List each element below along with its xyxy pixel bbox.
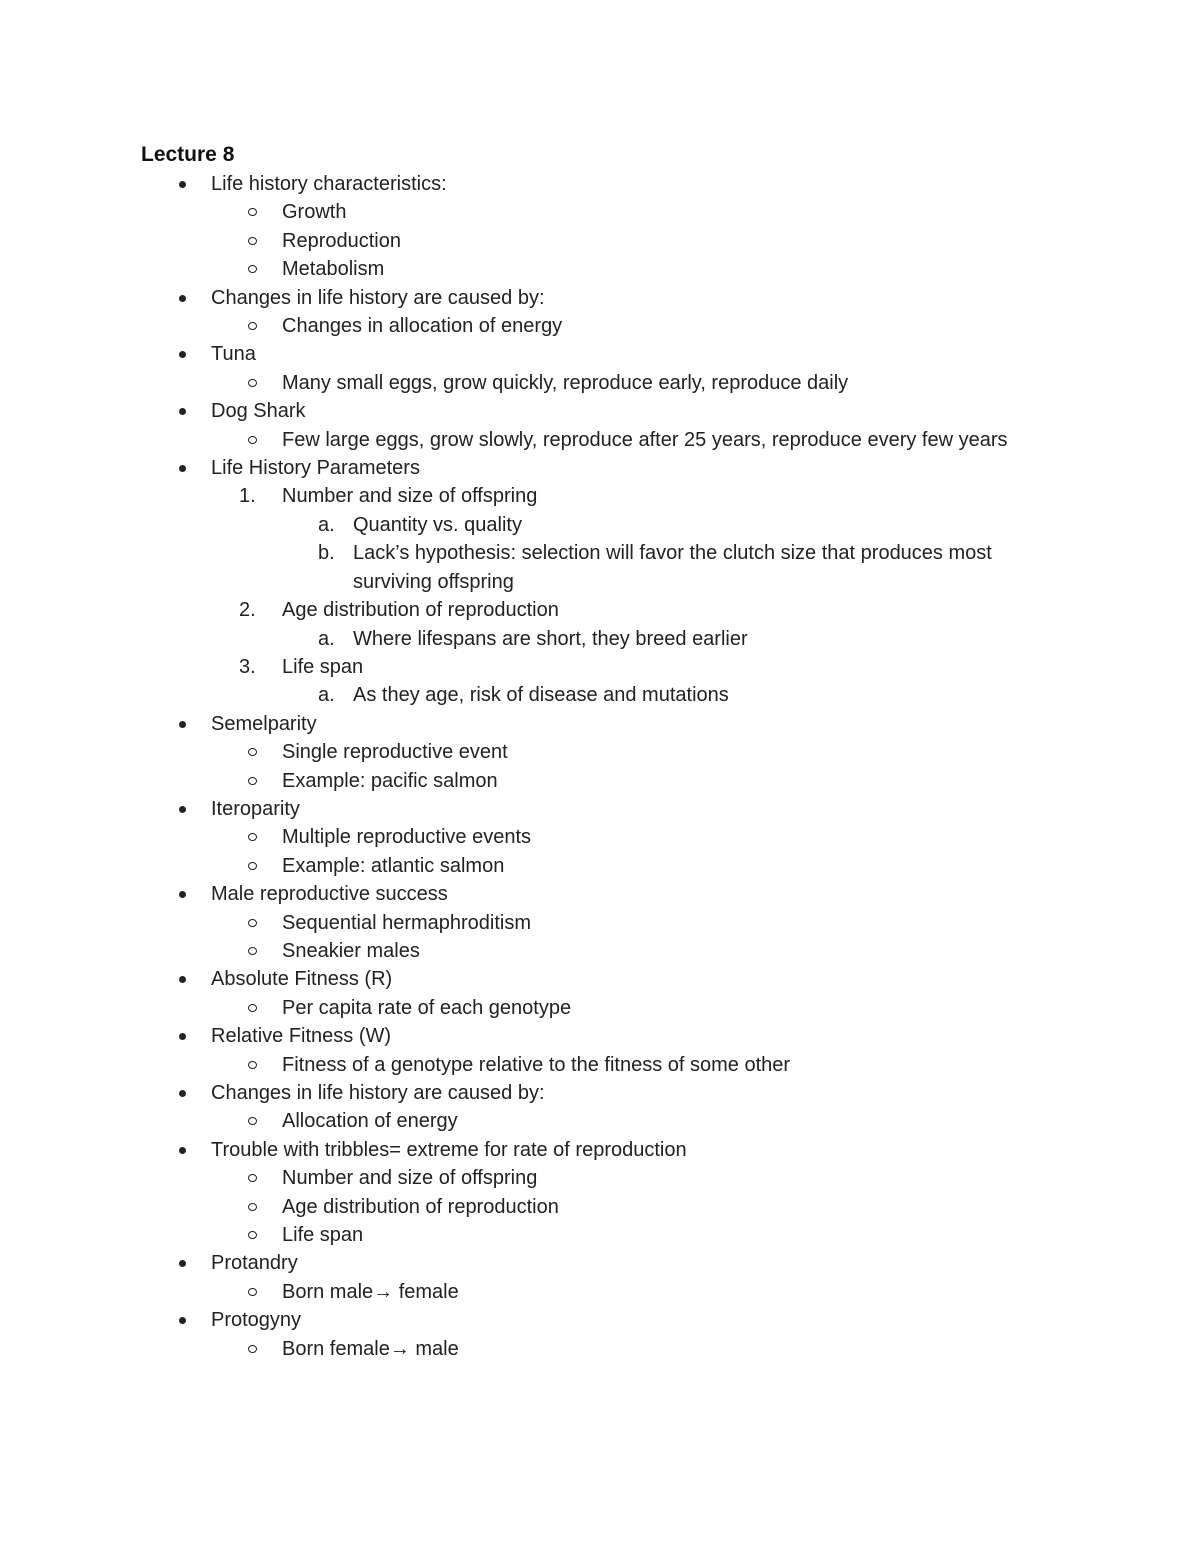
list-item bbox=[141, 965, 1061, 993]
list-item bbox=[141, 340, 1061, 368]
hollow-bullet-icon bbox=[247, 1278, 259, 1306]
hollow-bullet-icon bbox=[247, 1221, 259, 1249]
list-item-text: Example: atlantic salmon bbox=[282, 854, 505, 877]
list-item-text: Number and size of offspring bbox=[282, 1167, 538, 1190]
list-item bbox=[141, 227, 1061, 255]
bullet-icon bbox=[176, 1136, 188, 1164]
bullet-icon bbox=[176, 965, 188, 993]
list-item-text: Trouble with tribbles= extreme for rate of reproduction bbox=[211, 1138, 687, 1161]
list-item-text: Changes in life history are caused by: bbox=[211, 1082, 545, 1104]
list-item-text: Absolute Fitness (R) bbox=[211, 968, 393, 991]
list-item-text: Many small eggs, grow quickly, reproduce early, reproduce daily bbox=[282, 371, 849, 394]
list-item-text: Male reproductive success bbox=[211, 883, 448, 906]
hollow-bullet-icon bbox=[247, 255, 259, 283]
list-item bbox=[141, 625, 1061, 653]
list-item-text: Protandry bbox=[211, 1252, 298, 1275]
list-item-text: Life history characteristics: bbox=[211, 173, 447, 195]
bullet-icon bbox=[176, 1249, 188, 1277]
list-item bbox=[141, 397, 1061, 425]
list-item bbox=[141, 284, 1061, 312]
list-item-text: Lack’s hypothesis: selection will favor the clutch size that produces most surviving offspring bbox=[353, 542, 992, 593]
list-item bbox=[141, 1051, 1061, 1079]
hollow-bullet-icon bbox=[247, 1193, 259, 1221]
list-item-text: As they age, risk of disease and mutations bbox=[353, 684, 729, 707]
list-item bbox=[141, 1164, 1061, 1192]
list-item-text: Sequential hermaphroditism bbox=[282, 911, 532, 934]
list-item-text: Iteroparity bbox=[211, 797, 300, 820]
list-item bbox=[141, 312, 1061, 340]
list-item bbox=[141, 767, 1061, 795]
bullet-icon bbox=[176, 397, 188, 425]
list-item-text: Changes in allocation of energy bbox=[282, 315, 563, 338]
list-item bbox=[141, 596, 1061, 624]
list-item bbox=[141, 1022, 1061, 1050]
hollow-bullet-icon bbox=[247, 1164, 259, 1192]
list-item bbox=[141, 511, 1061, 539]
list-item-text: Number and size of offspring bbox=[282, 485, 538, 508]
list-item-text: Dog Shark bbox=[211, 400, 306, 423]
list-item bbox=[141, 1278, 1061, 1306]
hollow-bullet-icon bbox=[247, 994, 259, 1022]
list-item-text: Single reproductive event bbox=[282, 741, 508, 764]
list-letter: a. bbox=[318, 513, 335, 536]
list-item-text: Example: pacific salmon bbox=[282, 769, 498, 792]
hollow-bullet-icon bbox=[247, 852, 259, 880]
bullet-icon bbox=[176, 284, 188, 312]
list-item bbox=[141, 454, 1061, 482]
bullet-icon bbox=[176, 1306, 188, 1334]
list-letter: a. bbox=[318, 627, 335, 650]
bullet-icon bbox=[176, 170, 188, 198]
list-item bbox=[141, 255, 1061, 283]
hollow-bullet-icon bbox=[247, 937, 259, 965]
list-item-text: Quantity vs. quality bbox=[353, 513, 522, 536]
list-item-text: Few large eggs, grow slowly, reproduce after 25 years, reproduce every few years bbox=[282, 428, 1008, 451]
document-page bbox=[141, 140, 1061, 1363]
list-number: 2. bbox=[239, 599, 256, 622]
lecture-outline bbox=[141, 170, 1061, 1363]
hollow-bullet-icon bbox=[247, 369, 259, 397]
list-letter: a. bbox=[318, 684, 335, 707]
list-item-text: Reproduction bbox=[282, 229, 401, 252]
list-item-text: Metabolism bbox=[282, 258, 385, 281]
list-item bbox=[141, 653, 1061, 681]
list-item bbox=[141, 1335, 1061, 1363]
bullet-icon bbox=[176, 710, 188, 738]
list-item-text: Multiple reproductive events bbox=[282, 826, 532, 849]
list-item bbox=[141, 738, 1061, 766]
list-item bbox=[141, 482, 1061, 510]
bullet-icon bbox=[176, 1079, 188, 1107]
list-item-text: Life History Parameters bbox=[211, 457, 420, 480]
list-item-text: Tuna bbox=[211, 343, 256, 366]
bullet-icon bbox=[176, 340, 188, 368]
list-item-text: Age distribution of reproduction bbox=[282, 599, 559, 622]
hollow-bullet-icon bbox=[247, 1051, 259, 1079]
list-item-text: Sneakier males bbox=[282, 939, 420, 962]
hollow-bullet-icon bbox=[247, 227, 259, 255]
list-item bbox=[141, 852, 1061, 880]
list-item bbox=[141, 710, 1061, 738]
list-item-text: Life span bbox=[282, 1224, 364, 1247]
list-item bbox=[141, 369, 1061, 397]
list-item bbox=[141, 795, 1061, 823]
list-item-text: Life span bbox=[282, 655, 364, 678]
list-item bbox=[141, 909, 1061, 937]
hollow-bullet-icon bbox=[247, 312, 259, 340]
list-item-text: Semelparity bbox=[211, 712, 317, 735]
bullet-icon bbox=[176, 880, 188, 908]
list-item bbox=[141, 1079, 1061, 1107]
list-item-text: Protogyny bbox=[211, 1309, 302, 1332]
list-item bbox=[141, 198, 1061, 226]
hollow-bullet-icon bbox=[247, 738, 259, 766]
hollow-bullet-icon bbox=[247, 909, 259, 937]
list-item bbox=[141, 1249, 1061, 1277]
list-item bbox=[141, 1221, 1061, 1249]
list-item bbox=[141, 994, 1061, 1022]
hollow-bullet-icon bbox=[247, 426, 259, 454]
bullet-icon bbox=[176, 1022, 188, 1050]
list-letter: b. bbox=[318, 542, 335, 565]
bullet-icon bbox=[176, 454, 188, 482]
list-item bbox=[141, 937, 1061, 965]
list-item bbox=[141, 1107, 1061, 1135]
hollow-bullet-icon bbox=[247, 823, 259, 851]
hollow-bullet-icon bbox=[247, 1107, 259, 1135]
list-item-text: Where lifespans are short, they breed earlier bbox=[353, 627, 748, 650]
hollow-bullet-icon bbox=[247, 198, 259, 226]
list-item-text: Allocation of energy bbox=[282, 1110, 458, 1133]
hollow-bullet-icon bbox=[247, 767, 259, 795]
list-item bbox=[141, 539, 1061, 596]
list-item bbox=[141, 170, 1061, 198]
list-item-text: Changes in life history are caused by: bbox=[211, 286, 545, 309]
list-item-text: Per capita rate of each genotype bbox=[282, 996, 572, 1019]
list-item bbox=[141, 426, 1061, 454]
list-item bbox=[141, 823, 1061, 851]
list-item-text: Born male→ female bbox=[282, 1280, 459, 1303]
list-item-text: Growth bbox=[282, 201, 347, 224]
list-number: 3. bbox=[239, 655, 256, 678]
hollow-bullet-icon bbox=[247, 1335, 259, 1363]
list-number: 1. bbox=[239, 485, 256, 508]
page-title: Lecture 8 bbox=[141, 143, 235, 166]
list-item bbox=[141, 880, 1061, 908]
list-item bbox=[141, 1136, 1061, 1164]
list-item bbox=[141, 1193, 1061, 1221]
bullet-icon bbox=[176, 795, 188, 823]
list-item-text: Relative Fitness (W) bbox=[211, 1025, 392, 1048]
list-item bbox=[141, 681, 1061, 709]
list-item-text: Born female→ male bbox=[282, 1337, 459, 1360]
list-item bbox=[141, 1306, 1061, 1334]
list-item-text: Fitness of a genotype relative to the fitness of some other bbox=[282, 1053, 791, 1076]
list-item-text: Age distribution of reproduction bbox=[282, 1195, 559, 1218]
